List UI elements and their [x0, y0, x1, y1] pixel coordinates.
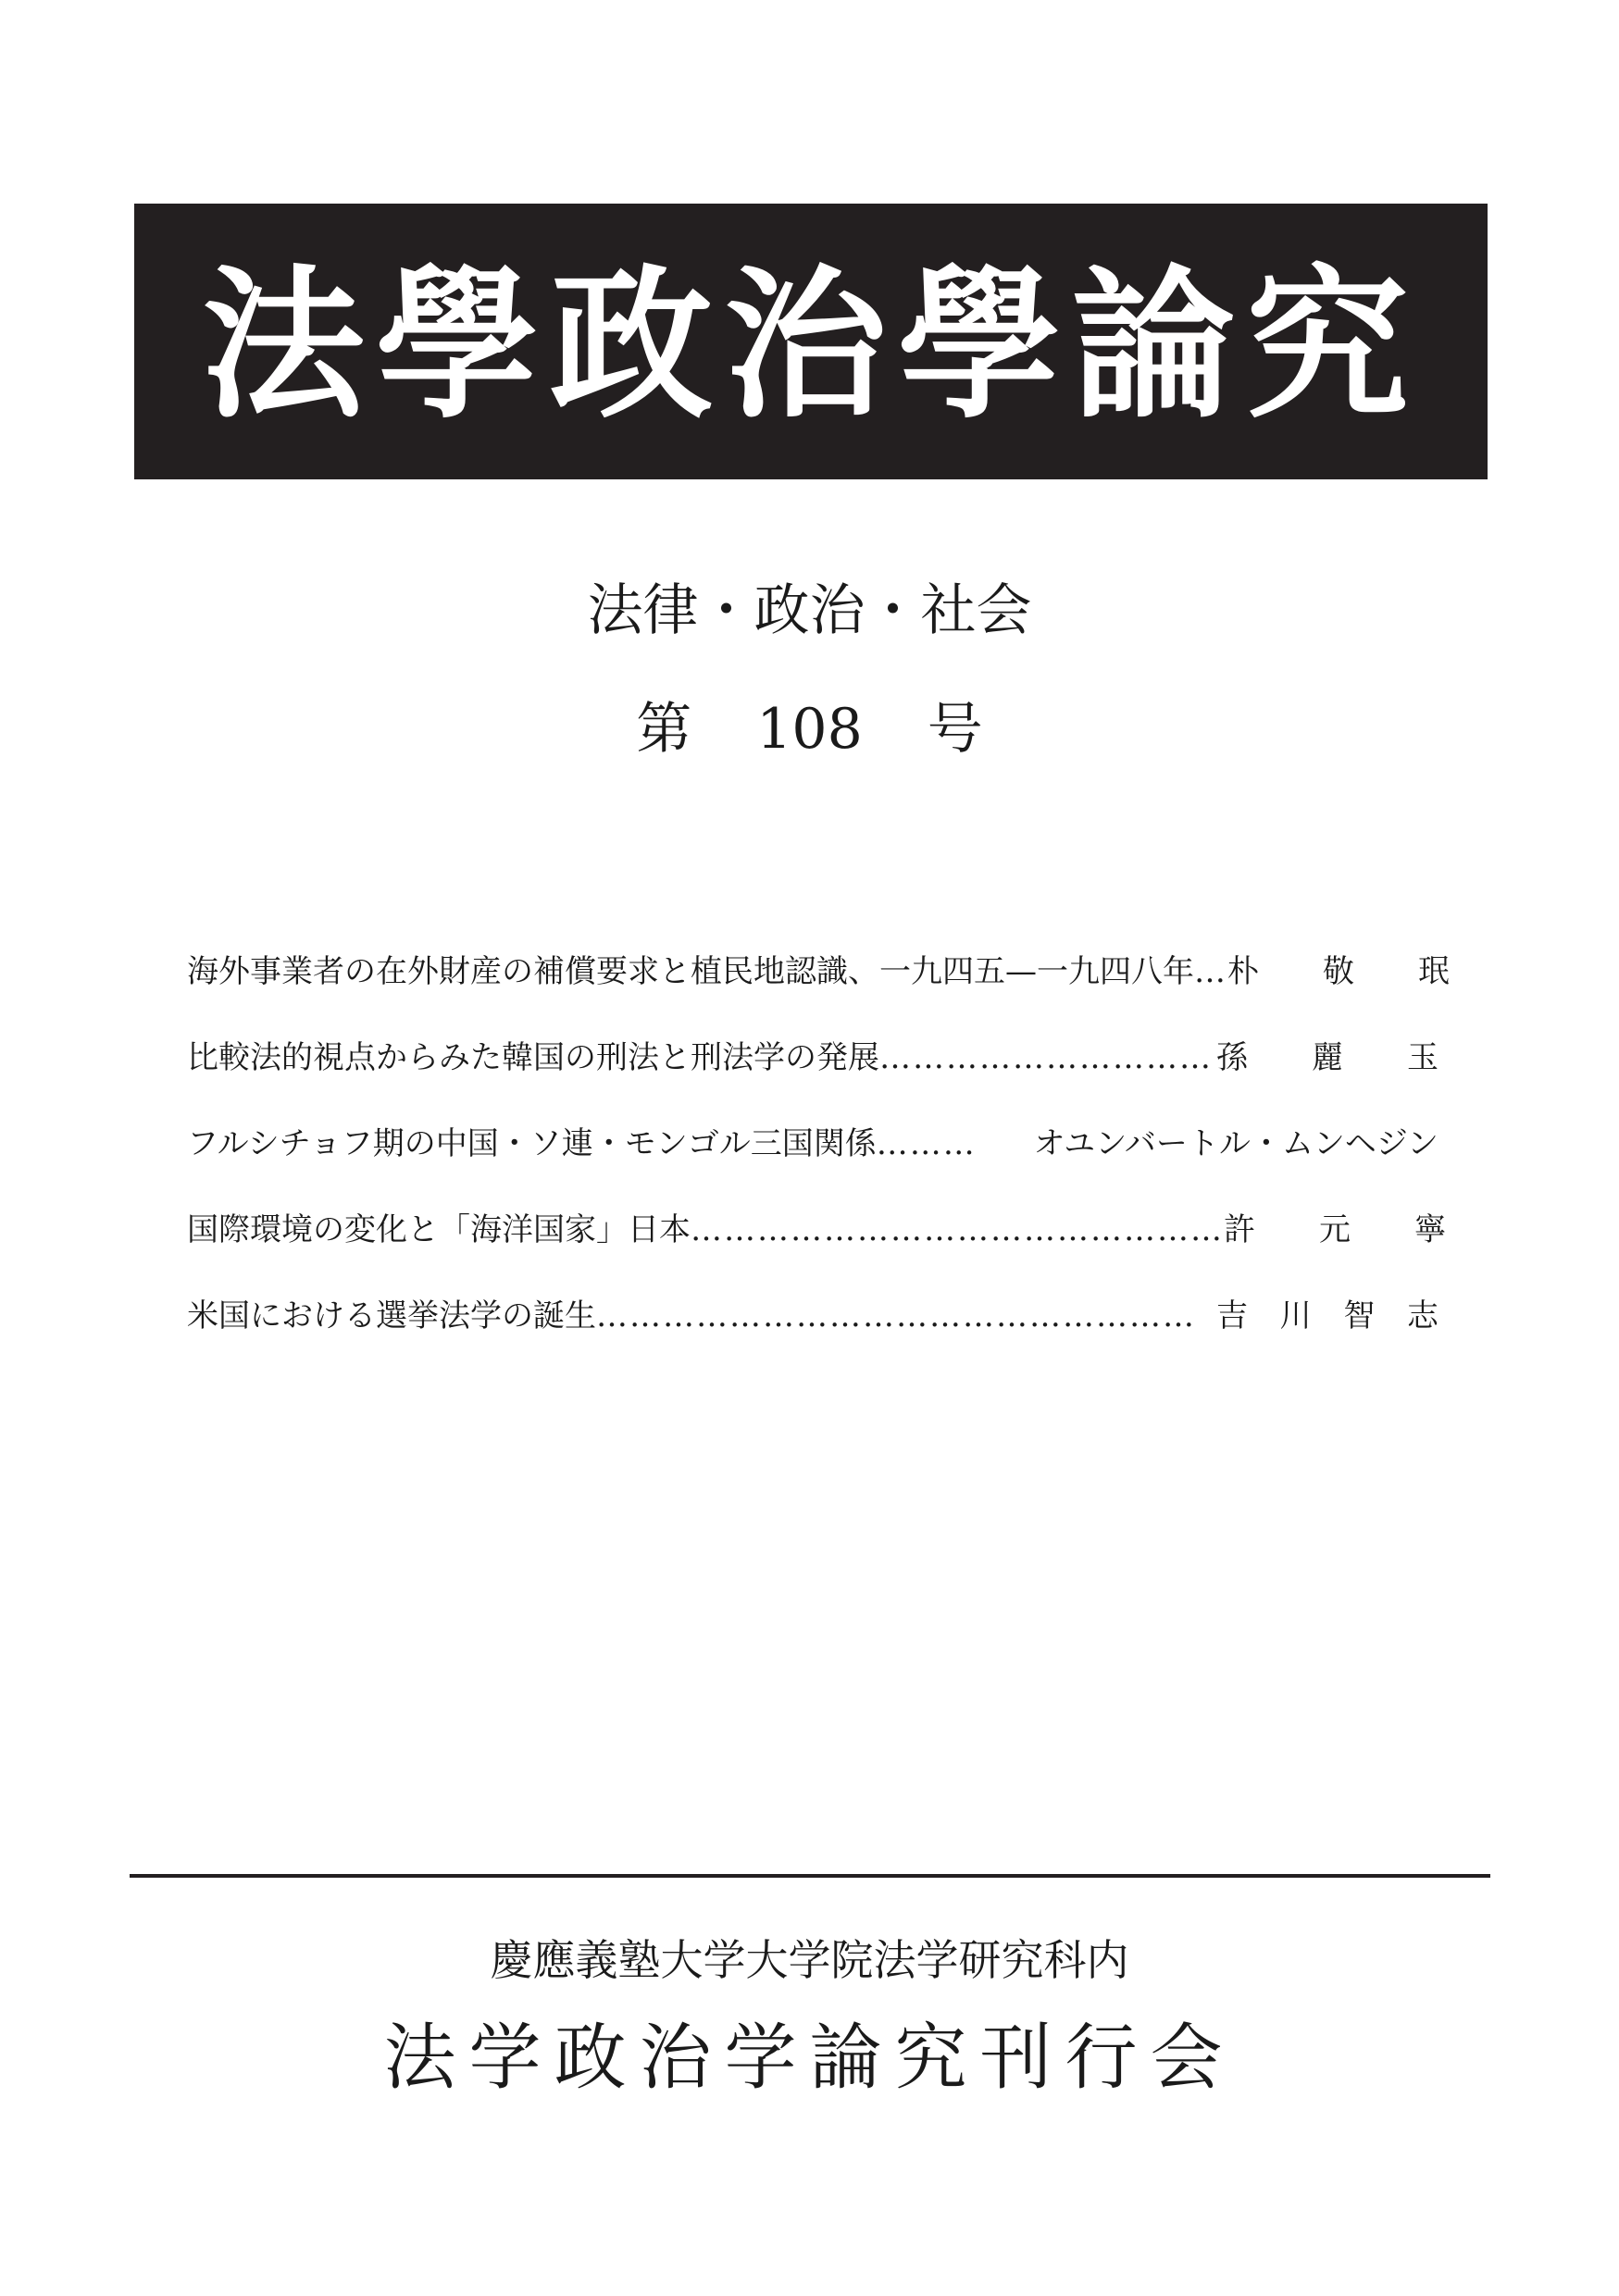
issue-prefix: 第 — [636, 697, 692, 762]
article-title: 比較法的視点からみた韓国の刑法と刑法学の発展 — [187, 1039, 879, 1076]
article-author: 朴 敬 珉 — [1227, 953, 1450, 990]
article-author: 孫 麗 玉 — [1216, 1039, 1438, 1076]
toc-item[interactable] — [187, 1035, 1438, 1121]
leader-dots: … — [1194, 953, 1227, 990]
article-title: 米国における選挙法学の誕生 — [187, 1297, 596, 1334]
journal-title: 法學政治學論究 — [201, 249, 1420, 441]
journal-title-banner — [134, 204, 1488, 479]
toc-item[interactable] — [187, 1121, 1438, 1207]
leader-dots: ……… — [876, 1125, 977, 1162]
article-title: フルシチョフ期の中国・ソ連・モンゴル三国関係 — [187, 1125, 877, 1162]
divider-rule — [130, 1874, 1490, 1878]
toc-item[interactable] — [187, 1207, 1446, 1293]
leader-dots: ………………………… — [879, 1039, 1213, 1076]
article-author: オユンバートル・ムンヘジン — [1033, 1125, 1438, 1162]
issue-suffix: 号 — [927, 697, 983, 762]
article-title: 国際環境の変化と「海洋国家」日本 — [187, 1211, 691, 1248]
article-author: 許 元 寧 — [1224, 1211, 1446, 1248]
leader-dots: ………………………………………… — [691, 1211, 1224, 1248]
publisher-name: 法学政治学論究刊行会 — [383, 2017, 1236, 2100]
journal-subtitle: 法律・政治・社会 — [587, 578, 1032, 643]
toc-item[interactable] — [187, 949, 1450, 1035]
article-title: 海外事業者の在外財産の補償要求と植民地認識、一九四五—一九四八年 — [187, 953, 1194, 990]
toc-item[interactable] — [187, 1293, 1438, 1379]
publisher-affiliation: 慶應義塾大学大学院法学研究科内 — [490, 1935, 1129, 1985]
table-of-contents — [187, 949, 1450, 1379]
issue-number: 108 — [756, 697, 863, 762]
issue-number-line — [0, 697, 1619, 762]
leader-dots: ……………………………………………… — [596, 1297, 1196, 1334]
article-author: 吉川智志 — [1216, 1297, 1438, 1334]
